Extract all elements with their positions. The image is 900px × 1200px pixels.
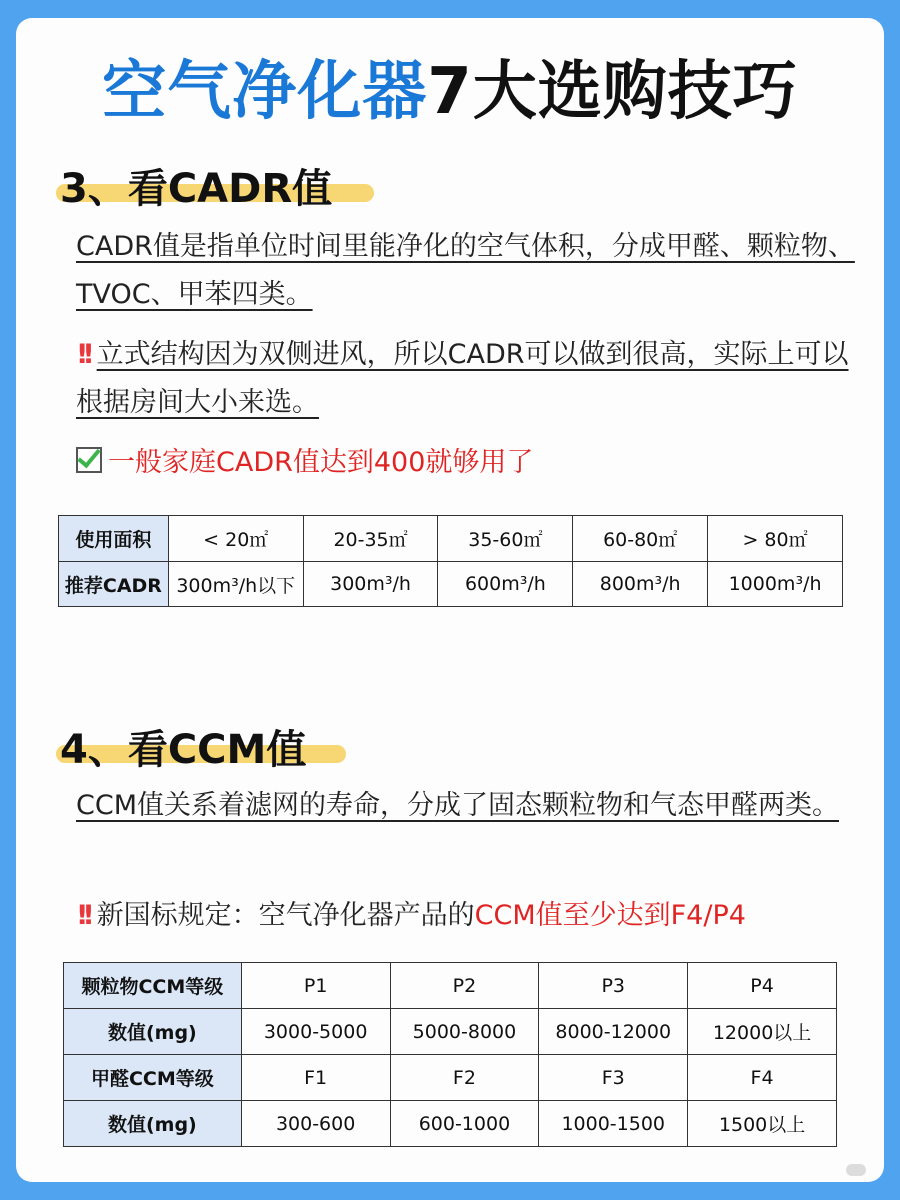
checkbox-checked-icon: [76, 447, 102, 473]
table-header-cell: 颗粒物CCM等级: [64, 963, 242, 1009]
table-cell: 60-80㎡: [573, 516, 708, 562]
table-cell: F1: [241, 1055, 390, 1101]
table-row: [64, 1055, 837, 1101]
section3-tip-text: 一般家庭CADR值达到400就够用了: [108, 447, 534, 478]
table-cell: 300m³/h: [303, 562, 438, 607]
content-card: [16, 18, 884, 1182]
section4-paragraph-2: [76, 892, 866, 940]
section4-paragraph-1-text: CCM值关系着滤网的寿命，分成了固态颗粒物和气态甲醛两类。: [76, 790, 839, 821]
table-cell: 3000-5000: [241, 1009, 390, 1055]
section3-paragraph-2: [76, 331, 866, 427]
table-row: [64, 1101, 837, 1147]
cadr-table: [58, 515, 843, 607]
table-cell: < 20㎡: [168, 516, 303, 562]
page-title-black: 7大选购技巧: [427, 55, 798, 129]
table-cell: F4: [688, 1055, 837, 1101]
table-cell: P3: [539, 963, 688, 1009]
section4-paragraph-1: [76, 782, 866, 830]
section4-paragraph-2-highlight: CCM值至少达到F4/P4: [474, 900, 746, 931]
table-cell: F2: [390, 1055, 539, 1101]
table-cell: 1000m³/h: [708, 562, 843, 607]
section3-tip: [76, 439, 866, 487]
section4-title: 4、看CCM值: [60, 727, 307, 773]
table-cell: 1500以上: [688, 1101, 837, 1147]
page-title: [16, 52, 884, 132]
table-header-cell: 甲醛CCM等级: [64, 1055, 242, 1101]
table-cell: 5000-8000: [390, 1009, 539, 1055]
table-cell: 800m³/h: [573, 562, 708, 607]
table-row: [64, 1009, 837, 1055]
table-header-cell: 数值(mg): [64, 1009, 242, 1055]
table-cell: P4: [688, 963, 837, 1009]
corner-decoration: [846, 1164, 866, 1176]
table-header-cell: 使用面积: [59, 516, 169, 562]
table-cell: 20-35㎡: [303, 516, 438, 562]
table-cell: 1000-1500: [539, 1101, 688, 1147]
table-row: [64, 963, 837, 1009]
table-cell: 8000-12000: [539, 1009, 688, 1055]
double-exclamation-icon: !!: [76, 900, 89, 931]
ccm-table: [63, 962, 837, 1147]
table-cell: 35-60㎡: [438, 516, 573, 562]
double-exclamation-icon: !!: [76, 339, 89, 370]
table-cell: 12000以上: [688, 1009, 837, 1055]
table-header-cell: 数值(mg): [64, 1101, 242, 1147]
table-row: [59, 562, 843, 607]
table-cell: P1: [241, 963, 390, 1009]
table-cell: P2: [390, 963, 539, 1009]
section3-title: 3、看CADR值: [60, 166, 333, 212]
section3-paragraph-1-text: CADR值是指单位时间里能净化的空气体积，分成甲醛、颗粒物、TVOC、甲苯四类。: [76, 231, 855, 310]
table-cell: > 80㎡: [708, 516, 843, 562]
table-cell: 600-1000: [390, 1101, 539, 1147]
page-title-blue: 空气净化器: [102, 55, 428, 129]
section3-paragraph-1: [76, 223, 866, 319]
table-cell: 300-600: [241, 1101, 390, 1147]
section3-paragraph-2-text: 立式结构因为双侧进风，所以CADR可以做到很高，实际上可以根据房间大小来选。: [76, 339, 849, 418]
table-cell: F3: [539, 1055, 688, 1101]
table-cell: 300m³/h以下: [168, 562, 303, 607]
table-cell: 600m³/h: [438, 562, 573, 607]
table-row: [59, 516, 843, 562]
section4-paragraph-2-prefix: 新国标规定：空气净化器产品的: [96, 900, 475, 931]
table-header-cell: 推荐CADR: [59, 562, 169, 607]
